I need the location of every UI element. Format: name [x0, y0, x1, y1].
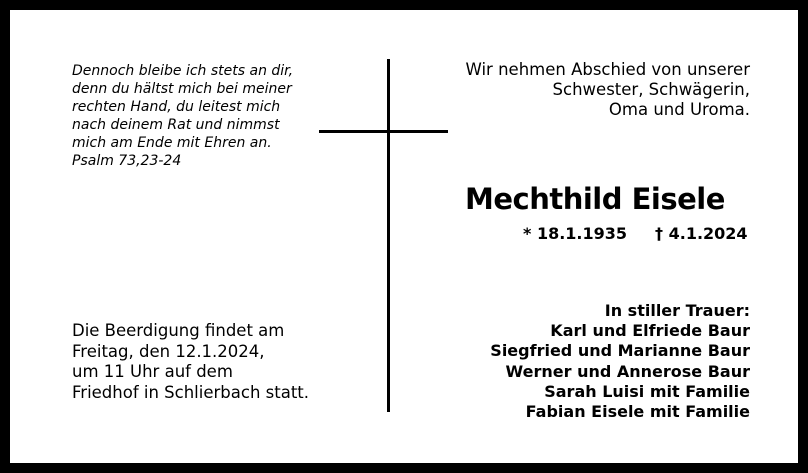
verse-line: mich am Ende mit Ehren an.	[72, 135, 272, 151]
funeral-line: Die Beerdigung findet am	[72, 321, 285, 340]
mourner-name: Werner und Annerose Baur	[505, 361, 750, 381]
death-date: † 4.1.2024	[655, 224, 748, 243]
cross-vertical-bar	[387, 59, 390, 412]
intro-line: Oma und Uroma.	[608, 100, 750, 119]
life-dates	[523, 224, 753, 243]
funeral-line: Friedhof in Schlierbach statt.	[72, 382, 310, 402]
verse-line: nach deinem Rat und nimmst	[72, 117, 280, 133]
verse-line: denn du hältst mich bei meiner	[72, 81, 292, 97]
farewell-intro	[430, 60, 750, 120]
intro-line: Schwester, Schwägerin,	[552, 80, 750, 99]
deceased-name: Mechthild Eisele	[465, 182, 725, 216]
mourner-name: Fabian Eisele mit Familie	[525, 402, 750, 422]
birth-date: * 18.1.1935	[523, 224, 628, 243]
funeral-line: Freitag, den 12.1.2024,	[72, 341, 265, 361]
bible-verse	[72, 62, 312, 170]
verse-reference: Psalm 73,23-24	[72, 153, 182, 169]
verse-line: rechten Hand, du leitest mich	[72, 99, 281, 115]
mourners-list	[430, 301, 750, 422]
intro-line: Wir nehmen Abschied von unserer	[465, 60, 750, 79]
mourners-heading: In stiller Trauer:	[604, 301, 750, 320]
verse-line: Dennoch bleibe ich stets an dir,	[72, 63, 294, 79]
mourner-name: Siegfried und Marianne Baur	[490, 341, 750, 361]
funeral-info	[72, 321, 332, 403]
mourner-name: Karl und Elfriede Baur	[550, 321, 750, 341]
funeral-line: um 11 Uhr auf dem	[72, 362, 233, 381]
mourner-name: Sarah Luisi mit Familie	[544, 381, 750, 401]
cross-horizontal-bar	[319, 130, 448, 133]
